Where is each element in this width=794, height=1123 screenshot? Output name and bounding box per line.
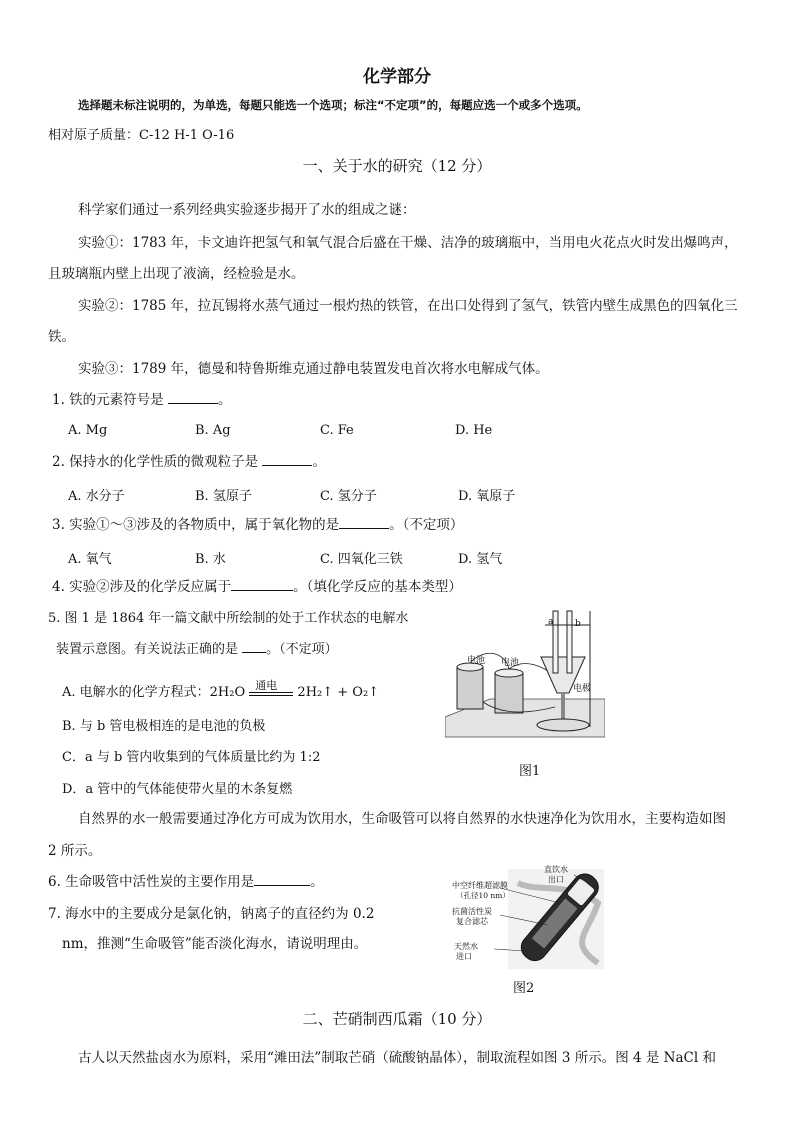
exp3-text: 实验③：1789 年，德曼和特鲁斯维克通过静电装置发电首次将水电解成气体。	[78, 361, 549, 377]
q2-option-b[interactable]: B. 氢原子	[195, 489, 252, 504]
q5-option-a[interactable]: A. 电解水的化学方程式：2H₂O 通电 2H₂↑ + O₂↑	[62, 678, 380, 700]
tube-a-label: a	[548, 617, 554, 627]
figure-2-caption: 图2	[513, 981, 535, 996]
q2-option-c[interactable]: C. 氢分子	[320, 489, 377, 504]
q5-option-b[interactable]: B. 与 b 管电极相连的是电池的负极	[62, 719, 266, 734]
fiber-membrane-pore-label: （孔径10 nm）	[456, 891, 510, 900]
nature-water-line2: 2 所示。	[48, 843, 102, 859]
carbon-filter-label-2: 复合滤芯	[456, 917, 488, 926]
atomic-mass: 相对原子质量：C-12 H-1 O-16	[48, 128, 235, 143]
answer-blank-3[interactable]	[339, 528, 389, 529]
q1-option-a[interactable]: A. Mg	[68, 423, 108, 438]
answer-blank-4[interactable]	[231, 590, 293, 591]
question-5-line2: 装置示意图。有关说法正确的是 。（不定项）	[56, 642, 338, 657]
q2-option-a[interactable]: A. 水分子	[68, 489, 125, 504]
question-2: 2. 保持水的化学性质的微观粒子是 。	[52, 454, 326, 470]
q5-option-c[interactable]: C．a 与 b 管内收集到的气体质量比约为 1:2	[62, 750, 321, 765]
q1-option-d[interactable]: D. He	[455, 423, 493, 438]
inlet-label: 天然水	[454, 942, 478, 951]
battery-label-1: 电池	[467, 656, 486, 666]
answer-blank-6[interactable]	[254, 885, 310, 886]
page-title: 化学部分	[363, 67, 431, 87]
exp2-line2: 铁。	[48, 329, 75, 345]
question-7-line1: 7. 海水中的主要成分是氯化钠，钠离子的直径约为 0.2	[48, 906, 375, 922]
q3-option-b[interactable]: B. 水	[195, 552, 226, 567]
question-3: 3. 实验①～③涉及的各物质中，属于氧化物的是 。（不定项）	[52, 517, 464, 533]
answer-blank-5[interactable]	[242, 652, 266, 653]
figure-1-electrolysis	[445, 607, 605, 747]
carbon-filter-label: 抗菌活性炭	[452, 907, 492, 916]
q1-option-b[interactable]: B. Ag	[195, 423, 231, 438]
figure-2-life-straw	[448, 863, 606, 969]
q3-option-a[interactable]: A. 氧气	[68, 552, 112, 567]
electrolysis-apparatus-illustration	[445, 607, 605, 747]
instruction: 选择题未标注说明的，为单选，每题只能选一个选项；标注“不定项”的，每题应选一个或多个选项。	[78, 98, 588, 112]
exp1-line1: 实验①：1783 年，卡文迪许把氢气和氧气混合后盛在干燥、洁净的玻璃瓶中，当用电火花点火时发出爆鸣声，	[78, 235, 738, 251]
q3-option-c[interactable]: C. 四氧化三铁	[320, 552, 403, 567]
battery-label-2: 电池	[501, 658, 520, 668]
fiber-membrane-label: 中空纤维超滤膜	[452, 881, 508, 890]
outlet-label: 直饮水	[544, 865, 568, 874]
figure-1-caption: 图1	[519, 764, 541, 779]
section1-heading: 一、关于水的研究（12 分）	[302, 157, 492, 175]
question-7-line2: nm，推测“生命吸管”能否淡化海水，请说明理由。	[62, 936, 368, 952]
outlet-label-2: 出口	[548, 875, 564, 884]
exp1-line2: 且玻璃瓶内壁上出现了液滴，经检验是水。	[48, 266, 305, 282]
inlet-label-2: 进口	[456, 952, 472, 961]
question-5-line1: 5. 图 1 是 1864 年一篇文献中所绘制的处于工作状态的电解水	[48, 611, 409, 626]
q3-option-d[interactable]: D. 氢气	[458, 552, 503, 567]
q1-option-c[interactable]: C. Fe	[320, 423, 354, 438]
q5-option-d[interactable]: D．a 管中的气体能使带火星的木条复燃	[62, 782, 293, 797]
intro-text: 科学家们通过一系列经典实验逐步揭开了水的组成之谜：	[78, 202, 416, 218]
section2-heading: 二、芒硝制西瓜霜（10 分）	[302, 1010, 492, 1028]
nature-water-line1: 自然界的水一般需要通过净化方可成为饮用水，生命吸管可以将自然界的水快速净化为饮用水，主要构造如图	[78, 811, 726, 827]
tube-b-label: b	[575, 619, 581, 629]
section2-intro: 古人以天然盐卤水为原料，采用“滩田法”制取芒硝（硫酸钠晶体），制取流程如图 3 所示。图 4 是 NaCl 和	[78, 1050, 716, 1066]
question-1: 1. 铁的元素符号是 。	[52, 392, 232, 408]
exp2-line1: 实验②：1785 年，拉瓦锡将水蒸气通过一根灼热的铁管，在出口处得到了氢气，铁管内壁生成黑色的四氧化三	[78, 298, 738, 314]
electrode-label: 电极	[573, 684, 592, 694]
question-4: 4. 实验②涉及的化学反应属于 。（填化学反应的基本类型）	[52, 579, 462, 595]
reaction-arrow: 通电	[249, 686, 293, 700]
question-6: 6. 生命吸管中活性炭的主要作用是 。	[48, 874, 324, 890]
answer-blank-1[interactable]	[168, 403, 218, 404]
q2-option-d[interactable]: D. 氧原子	[458, 489, 516, 504]
answer-blank-2[interactable]	[262, 465, 312, 466]
